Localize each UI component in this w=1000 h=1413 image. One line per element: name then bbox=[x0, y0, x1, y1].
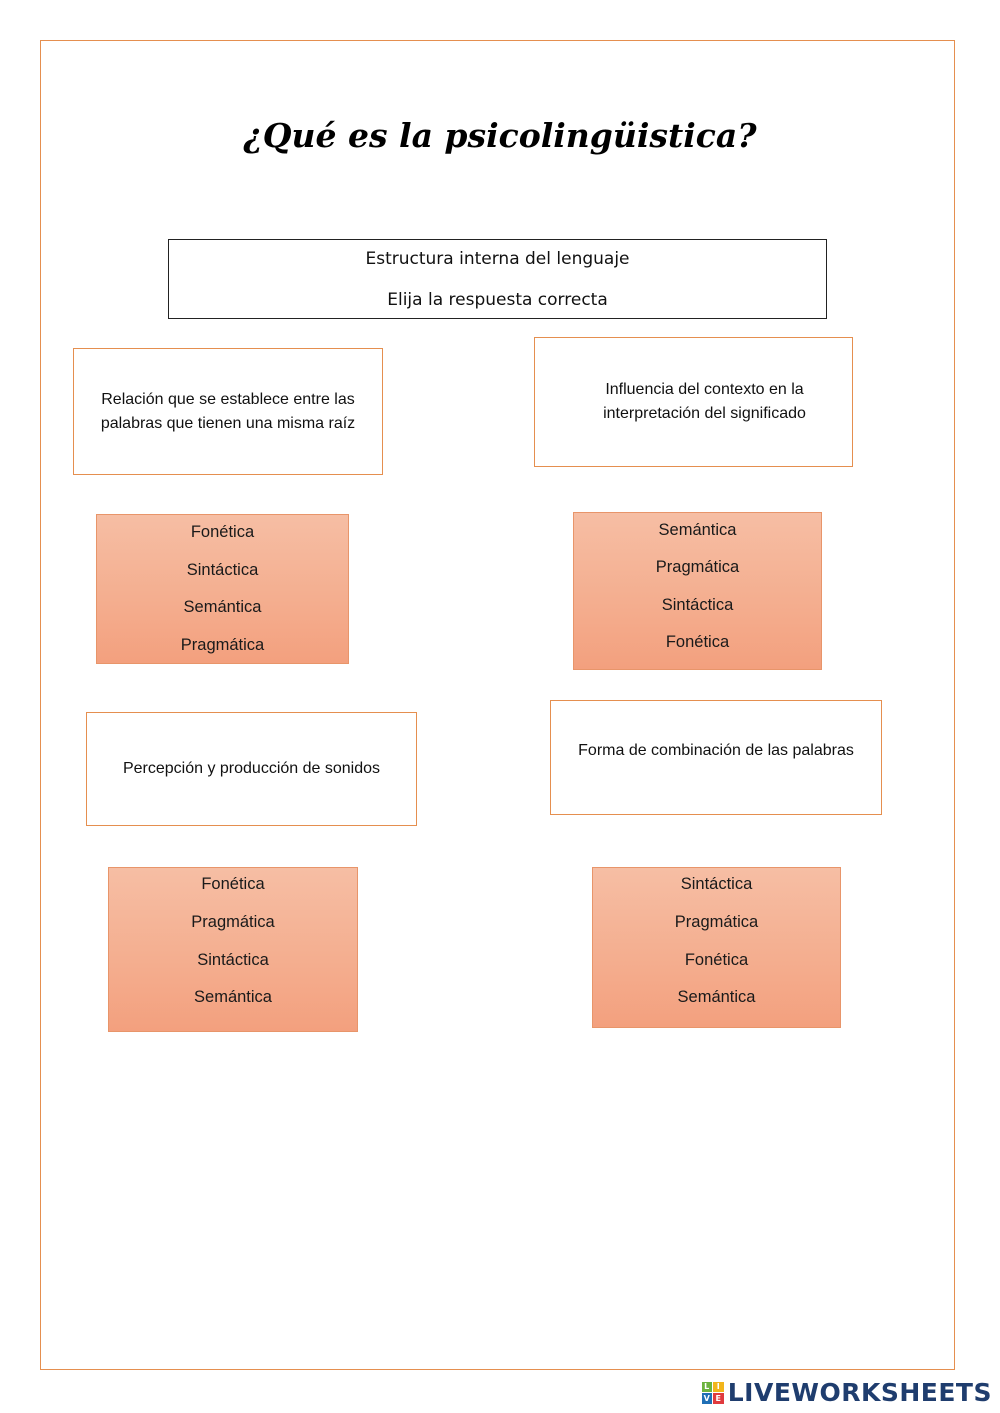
instructions-topic: Estructura interna del lenguaje bbox=[365, 249, 630, 269]
option-semantica[interactable]: Semántica bbox=[677, 988, 756, 1006]
option-pragmatica[interactable]: Pragmática bbox=[655, 558, 740, 576]
option-pragmatica[interactable]: Pragmática bbox=[180, 636, 265, 654]
option-fonetica[interactable]: Fonética bbox=[665, 633, 730, 651]
question-4-options[interactable] bbox=[592, 867, 841, 1028]
instructions-directive: Elija la respuesta correcta bbox=[387, 290, 608, 310]
option-sintactica[interactable]: Sintáctica bbox=[680, 875, 753, 893]
instructions-box bbox=[168, 239, 827, 319]
option-semantica[interactable]: Semántica bbox=[658, 521, 737, 539]
liveworksheets-logo bbox=[702, 1378, 992, 1407]
question-3-prompt: Percepción y producción de sonidos bbox=[122, 760, 381, 777]
question-4-prompt: Forma de combinación de las palabras bbox=[578, 742, 854, 759]
option-sintactica[interactable]: Sintáctica bbox=[197, 951, 269, 969]
option-semantica[interactable]: Semántica bbox=[183, 598, 262, 616]
liveworksheets-logo-icon: L I V E bbox=[702, 1382, 724, 1404]
question-2-prompt: Influencia del contexto en la interpretación del significado bbox=[603, 381, 806, 422]
liveworksheets-wordmark: LIVEWORKSHEETS bbox=[727, 1378, 992, 1407]
question-1-prompt: Relación que se establece entre las palabras que tienen una misma raíz bbox=[100, 390, 356, 432]
question-1-box bbox=[73, 348, 383, 475]
question-2-box bbox=[534, 337, 853, 467]
question-2-options[interactable] bbox=[573, 512, 822, 670]
question-3-options[interactable] bbox=[108, 867, 358, 1032]
option-sintactica[interactable]: Sintáctica bbox=[661, 596, 734, 614]
option-pragmatica[interactable]: Pragmática bbox=[191, 913, 275, 931]
question-4-box bbox=[550, 700, 882, 815]
option-fonetica[interactable]: Fonética bbox=[684, 951, 749, 969]
option-pragmatica[interactable]: Pragmática bbox=[674, 913, 759, 931]
option-sintactica[interactable]: Sintáctica bbox=[186, 561, 259, 579]
question-1-options[interactable] bbox=[96, 514, 349, 664]
worksheet-title: ¿Qué es la psicolingüistica? bbox=[243, 116, 757, 155]
option-fonetica[interactable]: Fonética bbox=[201, 875, 265, 893]
option-fonetica[interactable]: Fonética bbox=[190, 523, 255, 541]
option-semantica[interactable]: Semántica bbox=[194, 988, 272, 1006]
question-3-box bbox=[86, 712, 417, 826]
